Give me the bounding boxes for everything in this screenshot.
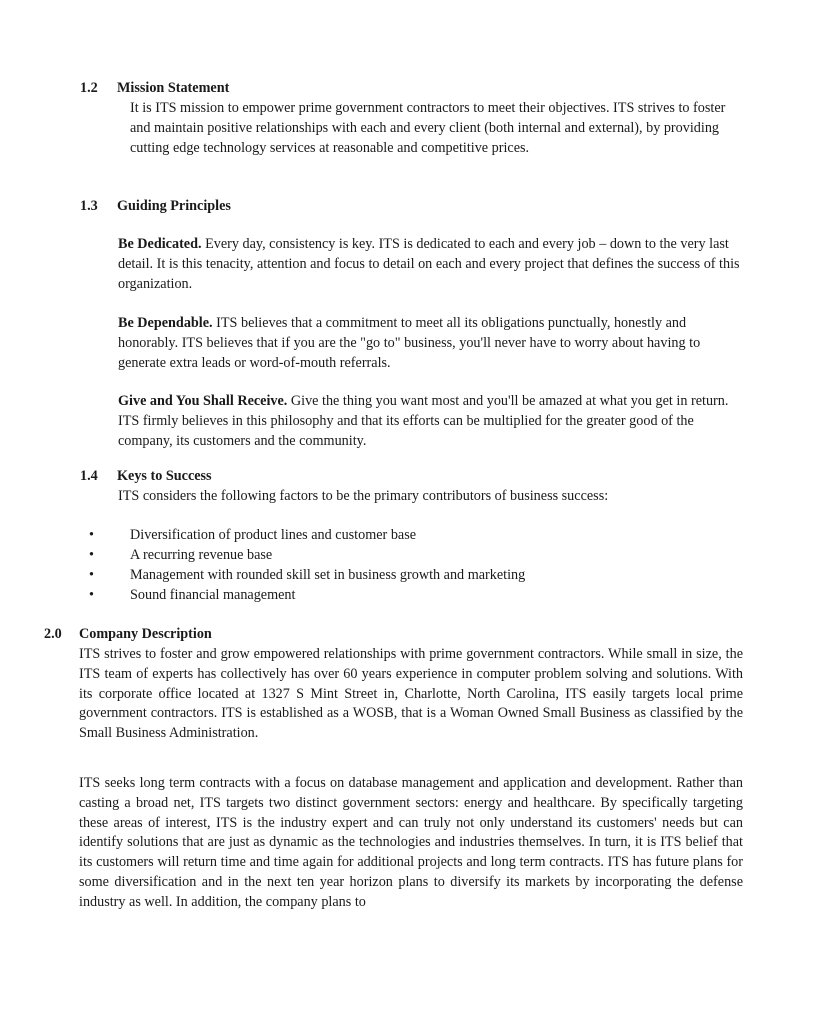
section-number: 1.2 (80, 80, 98, 96)
section-title: Mission Statement (117, 80, 230, 96)
section-heading-principles (80, 197, 231, 217)
section-heading-company (44, 625, 212, 645)
principle-lead: Be Dependable. (118, 315, 213, 331)
section-title: Guiding Principles (117, 198, 231, 214)
bullet-icon: • (89, 587, 94, 603)
principle-text: Every day, consistency is key. ITS is dedicated to each and every job – down to the very last detail. It is this tenacity, attention and focus to detail on each and every project that defines the success of this organization. (118, 236, 740, 292)
bullet-icon: • (89, 547, 94, 563)
section-number: 1.4 (80, 468, 98, 484)
list-item: • Diversification of product lines and customer base (89, 527, 417, 543)
section-heading-keys (80, 467, 212, 487)
section-number: 2.0 (44, 626, 62, 642)
list-item: • Management with rounded skill set in business growth and marketing (89, 567, 526, 583)
list-item: • Sound financial management (89, 587, 296, 603)
list-item: • A recurring revenue base (89, 547, 273, 563)
paragraph: ITS seeks long term contracts with a focus on database management and application and development. Rather than casting a broad net, ITS targets two distinct government sectors: energy and healthcare. By specifically targeting these areas of interest, ITS is the industry expert and can truly not only understand its customers' needs but can identify solutions that are just as dynamic as the technologies and industries themselves. In turn, it is ITS belief that its customers will return time and time again for additional projects and long term contracts. ITS has future plans for some diversification and in the next ten year horizon plans to diversify its markets by incorporating the defense industry as well. In addition, the company plans to (79, 775, 743, 910)
paragraph: It is ITS mission to empower prime government contractors to meet their objectives. ITS strives to foster and maintain positive relationships with each and every client (both internal and external), by providing cutting edge technology services at reasonable and competitive prices. (130, 100, 726, 156)
principle-lead: Be Dedicated. (118, 236, 202, 252)
principle-lead: Give and You Shall Receive. (118, 393, 288, 409)
principle-give-receive (118, 392, 745, 451)
keys-intro (118, 487, 745, 507)
bullet-icon: • (89, 527, 94, 543)
mission-statement-text (130, 99, 745, 158)
principle-dedicated (118, 235, 745, 294)
section-number: 1.3 (80, 198, 98, 214)
principle-dependable (118, 314, 745, 373)
section-title: Keys to Success (117, 468, 212, 484)
company-description-p2 (79, 774, 743, 913)
principle-text: Give the thing you want most and you'll be amazed at what you get in return. ITS firmly believes in this philosophy and that its efforts can be multiplied for the greater good of the company, its customers and the community. (118, 393, 729, 449)
section-heading-mission (80, 79, 230, 99)
company-description-p1 (79, 645, 743, 744)
paragraph: ITS strives to foster and grow empowered relationships with prime government contractors. While small in size, the ITS team of experts has collectively has over 60 years experience in computer problem solving and solutions. With its corporate office located at 1327 S Mint Street in, Charlotte, North Carolina, ITS easily targets local prime government contractors. ITS is established as a WOSB, that is a Woman Owned Small Business as classified by the Small Business Administration. (79, 646, 743, 742)
keys-bullet-list (89, 525, 749, 605)
section-title: Company Description (79, 626, 212, 642)
principle-text: ITS believes that a commitment to meet all its obligations punctually, honestly and honorably. ITS believes that if you are the "go to" business, you'll never have to worry about having to generate extra leads or word-of-mouth referrals. (118, 315, 701, 371)
bullet-icon: • (89, 567, 94, 583)
paragraph: ITS considers the following factors to be the primary contributors of business success: (118, 488, 609, 504)
